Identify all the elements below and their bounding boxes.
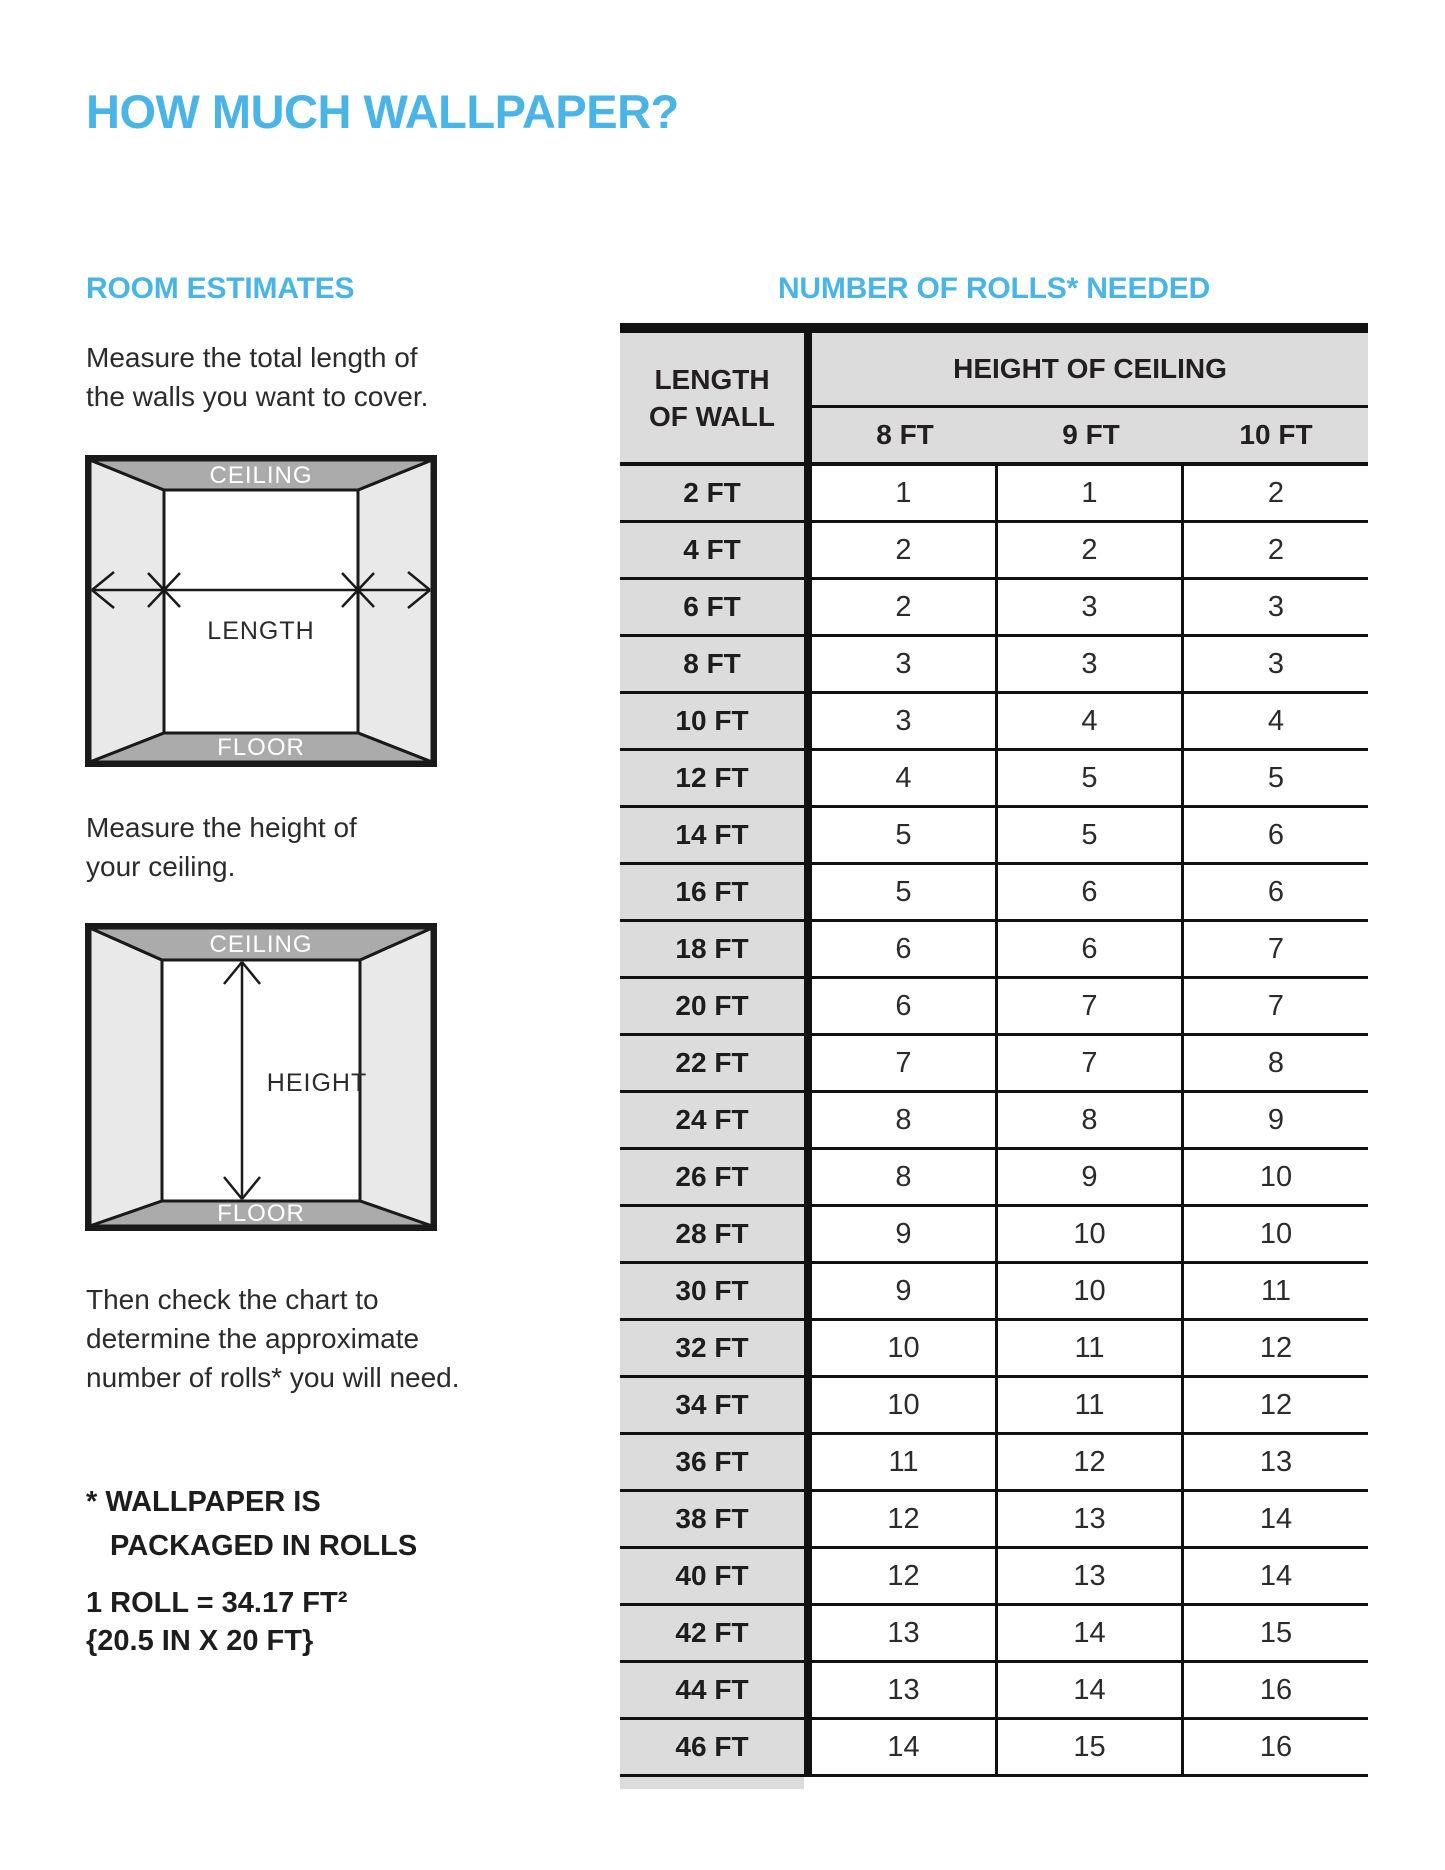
row-label: 22 FT bbox=[620, 1036, 804, 1090]
cell-value: 6 bbox=[998, 865, 1184, 919]
room-length-diagram bbox=[85, 455, 437, 767]
table-row bbox=[620, 808, 1368, 865]
cell-value: 3 bbox=[1267, 590, 1285, 623]
cell-value: 2 bbox=[812, 523, 998, 577]
roll-dimensions-line: {20.5 IN X 20 FT} bbox=[86, 1625, 314, 1657]
cell-value: 16 bbox=[1259, 1673, 1293, 1706]
height-of-ceiling-header: HEIGHT OF CEILING bbox=[812, 333, 1368, 405]
cell-value: 6 bbox=[812, 922, 998, 976]
cell-value: 14 bbox=[812, 1720, 998, 1774]
cell-value: 11 bbox=[812, 1435, 998, 1489]
table-row bbox=[620, 1492, 1368, 1549]
cell-value: 4 bbox=[998, 694, 1184, 748]
ceiling-height-columns bbox=[812, 408, 1368, 462]
cell-value: 14 bbox=[1259, 1559, 1293, 1592]
length-of-wall-header bbox=[620, 333, 804, 462]
cell-value: 6 bbox=[998, 922, 1184, 976]
ceiling-label: CEILING bbox=[209, 931, 313, 958]
instruction-line: Measure the height of bbox=[86, 812, 357, 843]
cell-value: 5 bbox=[998, 751, 1184, 805]
cell-value: 1 bbox=[998, 466, 1184, 520]
note-line: PACKAGED IN ROLLS bbox=[110, 1530, 418, 1562]
table-row bbox=[620, 580, 1368, 637]
row-label: 28 FT bbox=[620, 1207, 804, 1261]
instruction-line: number of rolls* you will need. bbox=[86, 1362, 460, 1393]
cell-value: 12 bbox=[998, 1435, 1184, 1489]
roll-area-line: 1 ROLL = 34.17 FT² bbox=[86, 1587, 348, 1619]
cell-value: 10 bbox=[998, 1207, 1184, 1261]
header-line: OF WALL bbox=[649, 400, 775, 432]
row-label: 16 FT bbox=[620, 865, 804, 919]
roll-size-info bbox=[86, 1584, 347, 1660]
table-top-rule bbox=[620, 323, 1368, 333]
row-label: 10 FT bbox=[620, 694, 804, 748]
cell-value: 8 bbox=[1267, 1046, 1285, 1079]
rolls-needed-table bbox=[620, 323, 1368, 1789]
table-row bbox=[620, 1606, 1368, 1663]
cell-value: 5 bbox=[812, 865, 998, 919]
cell-value: 8 bbox=[998, 1093, 1184, 1147]
table-row bbox=[620, 1036, 1368, 1093]
cell-value: 13 bbox=[812, 1606, 998, 1660]
cell-value: 9 bbox=[1267, 1103, 1285, 1136]
instruction-check-chart bbox=[86, 1280, 460, 1397]
row-label: 40 FT bbox=[620, 1549, 804, 1603]
cell-value: 3 bbox=[998, 637, 1184, 691]
row-label: 20 FT bbox=[620, 979, 804, 1033]
right-wall bbox=[358, 460, 432, 762]
height-label: HEIGHT bbox=[266, 1069, 368, 1097]
left-wall bbox=[90, 460, 164, 762]
row-label: 30 FT bbox=[620, 1264, 804, 1318]
column-header: 9 FT bbox=[1062, 419, 1120, 450]
table-row bbox=[620, 1321, 1368, 1378]
cell-value: 13 bbox=[998, 1549, 1184, 1603]
cell-value: 6 bbox=[1267, 875, 1285, 908]
table-row bbox=[620, 1207, 1368, 1264]
row-label: 6 FT bbox=[620, 580, 804, 634]
left-wall bbox=[90, 928, 162, 1226]
cell-value: 7 bbox=[812, 1036, 998, 1090]
cell-value: 8 bbox=[812, 1093, 998, 1147]
row-label: 8 FT bbox=[620, 637, 804, 691]
cell-value: 6 bbox=[812, 979, 998, 1033]
cell-value: 10 bbox=[1259, 1160, 1293, 1193]
cell-value: 12 bbox=[1259, 1331, 1293, 1364]
table-row bbox=[620, 979, 1368, 1036]
instruction-measure-height bbox=[86, 808, 357, 886]
row-label: 32 FT bbox=[620, 1321, 804, 1375]
row-label: 36 FT bbox=[620, 1435, 804, 1489]
cell-value: 12 bbox=[812, 1492, 998, 1546]
cell-value: 12 bbox=[812, 1549, 998, 1603]
cell-value: 9 bbox=[998, 1150, 1184, 1204]
row-label: 24 FT bbox=[620, 1093, 804, 1147]
cell-value: 1 bbox=[812, 466, 998, 520]
ceiling-label: CEILING bbox=[209, 462, 313, 489]
row-label: 2 FT bbox=[620, 466, 804, 520]
table-row bbox=[620, 1378, 1368, 1435]
table-row bbox=[620, 751, 1368, 808]
cell-value: 8 bbox=[812, 1150, 998, 1204]
column-header: 10 FT bbox=[1239, 419, 1313, 450]
cell-value: 9 bbox=[812, 1207, 998, 1261]
back-wall bbox=[164, 490, 358, 733]
cell-value: 5 bbox=[1267, 761, 1285, 794]
table-row bbox=[620, 1264, 1368, 1321]
cell-value: 3 bbox=[1267, 647, 1285, 680]
wallpaper-rolls-note bbox=[86, 1480, 417, 1568]
cell-value: 7 bbox=[998, 1036, 1184, 1090]
row-label: 12 FT bbox=[620, 751, 804, 805]
row-label: 42 FT bbox=[620, 1606, 804, 1660]
cell-value: 10 bbox=[1259, 1217, 1293, 1250]
table-row bbox=[620, 1720, 1368, 1777]
instruction-line: your ceiling. bbox=[86, 851, 236, 882]
cell-value: 2 bbox=[812, 580, 998, 634]
header-line: LENGTH bbox=[654, 363, 770, 395]
table-row bbox=[620, 1663, 1368, 1720]
instruction-line: Then check the chart to bbox=[86, 1284, 379, 1315]
row-label: 4 FT bbox=[620, 523, 804, 577]
page-title: HOW MUCH WALLPAPER? bbox=[86, 85, 679, 138]
cell-value: 13 bbox=[1259, 1445, 1293, 1478]
cell-value: 2 bbox=[1267, 476, 1285, 509]
table-row bbox=[620, 694, 1368, 751]
cell-value: 3 bbox=[812, 637, 998, 691]
table-row bbox=[620, 865, 1368, 922]
instruction-measure-length bbox=[86, 338, 428, 416]
cell-value: 14 bbox=[998, 1663, 1184, 1717]
row-label: 26 FT bbox=[620, 1150, 804, 1204]
cell-value: 15 bbox=[998, 1720, 1184, 1774]
row-label: 14 FT bbox=[620, 808, 804, 862]
table-row bbox=[620, 1093, 1368, 1150]
cell-value: 6 bbox=[1267, 818, 1285, 851]
cell-value: 2 bbox=[998, 523, 1184, 577]
cell-value: 7 bbox=[1267, 932, 1285, 965]
cell-value: 11 bbox=[998, 1321, 1184, 1375]
cell-value: 7 bbox=[1267, 989, 1285, 1022]
floor-label: FLOOR bbox=[217, 1200, 305, 1227]
cell-value: 4 bbox=[812, 751, 998, 805]
room-estimates-heading: ROOM ESTIMATES bbox=[86, 272, 355, 305]
label-column-tail bbox=[620, 1777, 804, 1789]
table-row bbox=[620, 1435, 1368, 1492]
cell-value: 10 bbox=[998, 1264, 1184, 1318]
instruction-line: determine the approximate bbox=[86, 1323, 420, 1354]
cell-value: 10 bbox=[812, 1321, 998, 1375]
row-label: 38 FT bbox=[620, 1492, 804, 1546]
cell-value: 15 bbox=[1259, 1616, 1293, 1649]
label-column-divider bbox=[804, 333, 812, 1777]
cell-value: 14 bbox=[998, 1606, 1184, 1660]
cell-value: 16 bbox=[1259, 1730, 1293, 1763]
column-header: 8 FT bbox=[876, 419, 934, 450]
instruction-line: Measure the total length of bbox=[86, 342, 418, 373]
row-label: 34 FT bbox=[620, 1378, 804, 1432]
cell-value: 11 bbox=[998, 1378, 1184, 1432]
cell-value: 10 bbox=[812, 1378, 998, 1432]
cell-value: 5 bbox=[998, 808, 1184, 862]
right-wall bbox=[360, 928, 432, 1226]
table-row bbox=[620, 1549, 1368, 1606]
note-line: * WALLPAPER IS bbox=[86, 1486, 321, 1518]
table-row bbox=[620, 466, 1368, 523]
floor-label: FLOOR bbox=[217, 734, 305, 761]
cell-value: 13 bbox=[998, 1492, 1184, 1546]
length-label: LENGTH bbox=[207, 617, 315, 645]
rolls-needed-heading: NUMBER OF ROLLS* NEEDED bbox=[777, 272, 1211, 305]
cell-value: 11 bbox=[1260, 1274, 1292, 1307]
row-label: 18 FT bbox=[620, 922, 804, 976]
cell-value: 14 bbox=[1259, 1502, 1293, 1535]
table-row bbox=[620, 523, 1368, 580]
cell-value: 3 bbox=[998, 580, 1184, 634]
cell-value: 2 bbox=[1267, 533, 1285, 566]
cell-value: 5 bbox=[812, 808, 998, 862]
table-row bbox=[620, 637, 1368, 694]
row-label: 44 FT bbox=[620, 1663, 804, 1717]
table-row bbox=[620, 922, 1368, 979]
cell-value: 13 bbox=[812, 1663, 998, 1717]
table-row bbox=[620, 1150, 1368, 1207]
table-body bbox=[620, 466, 1368, 1777]
instruction-line: the walls you want to cover. bbox=[86, 381, 429, 412]
cell-value: 12 bbox=[1259, 1388, 1293, 1421]
room-height-diagram bbox=[85, 923, 437, 1231]
row-label: 46 FT bbox=[620, 1720, 804, 1774]
cell-value: 4 bbox=[1267, 704, 1285, 737]
cell-value: 9 bbox=[812, 1264, 998, 1318]
cell-value: 7 bbox=[998, 979, 1184, 1033]
cell-value: 3 bbox=[812, 694, 998, 748]
